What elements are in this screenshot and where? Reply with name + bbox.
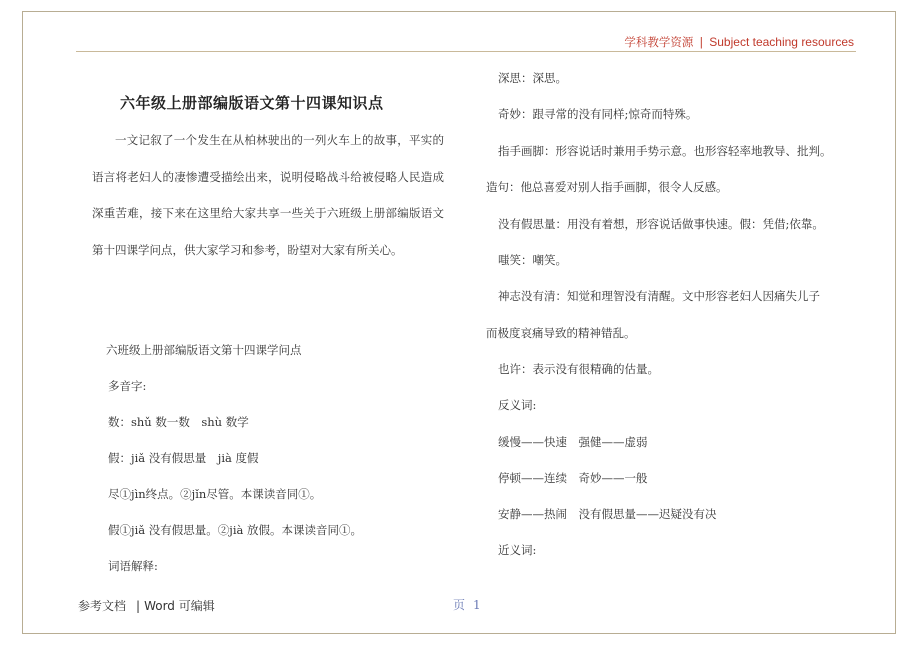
footer-reference-doc: 参考文档 [78, 599, 127, 613]
left-line-3: 数：shǔ 数一数 shù 数学 [108, 415, 249, 429]
right-line-8: 而极度哀痛导致的精神错乱。 [486, 326, 636, 340]
right-line-11: 缓慢——快速 强健——虚弱 [498, 435, 648, 449]
header-cn: 学科教学资源 [624, 35, 694, 49]
header-rule [76, 51, 856, 52]
left-line-2: 多音字: [108, 379, 147, 393]
left-line-6: 假①jiǎ 没有假思量。②jià 放假。本课读音同①。 [108, 523, 363, 537]
right-line-5: 没有假思量：用没有着想，形容说话做事快速。假：凭借;依靠。 [498, 217, 824, 231]
right-line-6: 嗤笑：嘲笑。 [498, 253, 567, 267]
footer-word-editable: Word 可编辑 [144, 599, 215, 613]
header-separator: | [699, 35, 704, 49]
intro-paragraph: 一文记叙了一个发生在从柏林驶出的一列火车上的故事，平实的语言将老妇人的凄惨遭受描绘出来，说明侵略战斗给被侵略人民造成深重苦难，接下来在这里给大家共享一些关于六班级上册部编版语文第十四课学问点，供大家学习和参考，盼望对大家有所关心。 [92, 133, 444, 257]
right-line-3: 指手画脚：形容说话时兼用手势示意。也形容轻率地教导、批判。 [498, 144, 832, 158]
right-line-10: 反义词: [498, 398, 537, 412]
left-line-4: 假：jiǎ 没有假思量 jià 度假 [108, 451, 259, 465]
page-header [624, 34, 854, 50]
footer-left [78, 597, 215, 614]
left-line-7: 词语解释: [108, 559, 158, 573]
footer-separator: | [136, 599, 141, 613]
right-line-2: 奇妙：跟寻常的没有同样;惊奇而特殊。 [498, 107, 698, 121]
right-line-9: 也许：表示没有很精确的估量。 [498, 362, 659, 376]
document-title: 六年级上册部编版语文第十四课知识点 [120, 94, 384, 112]
left-line-5: 尽①jìn终点。②jǐn尽管。本课读音同①。 [108, 487, 322, 501]
right-line-4: 造句：他总喜爱对别人指手画脚，很令人反感。 [486, 180, 728, 194]
page-number [453, 596, 481, 613]
left-line-1: 六班级上册部编版语文第十四课学问点 [106, 343, 302, 357]
right-line-14: 近义词: [498, 543, 537, 557]
page-label: 页 [453, 598, 466, 612]
right-line-7: 神志没有清：知觉和理智没有清醒。文中形容老妇人因痛失儿子 [498, 289, 820, 303]
header-en: Subject teaching resources [709, 35, 854, 49]
right-line-13: 安静——热闹 没有假思量——迟疑没有决 [498, 507, 717, 521]
right-line-1: 深思：深思。 [498, 71, 567, 85]
right-line-12: 停顿——连续 奇妙——一般 [498, 471, 648, 485]
left-column [92, 82, 444, 268]
page-num: 1 [473, 598, 481, 612]
